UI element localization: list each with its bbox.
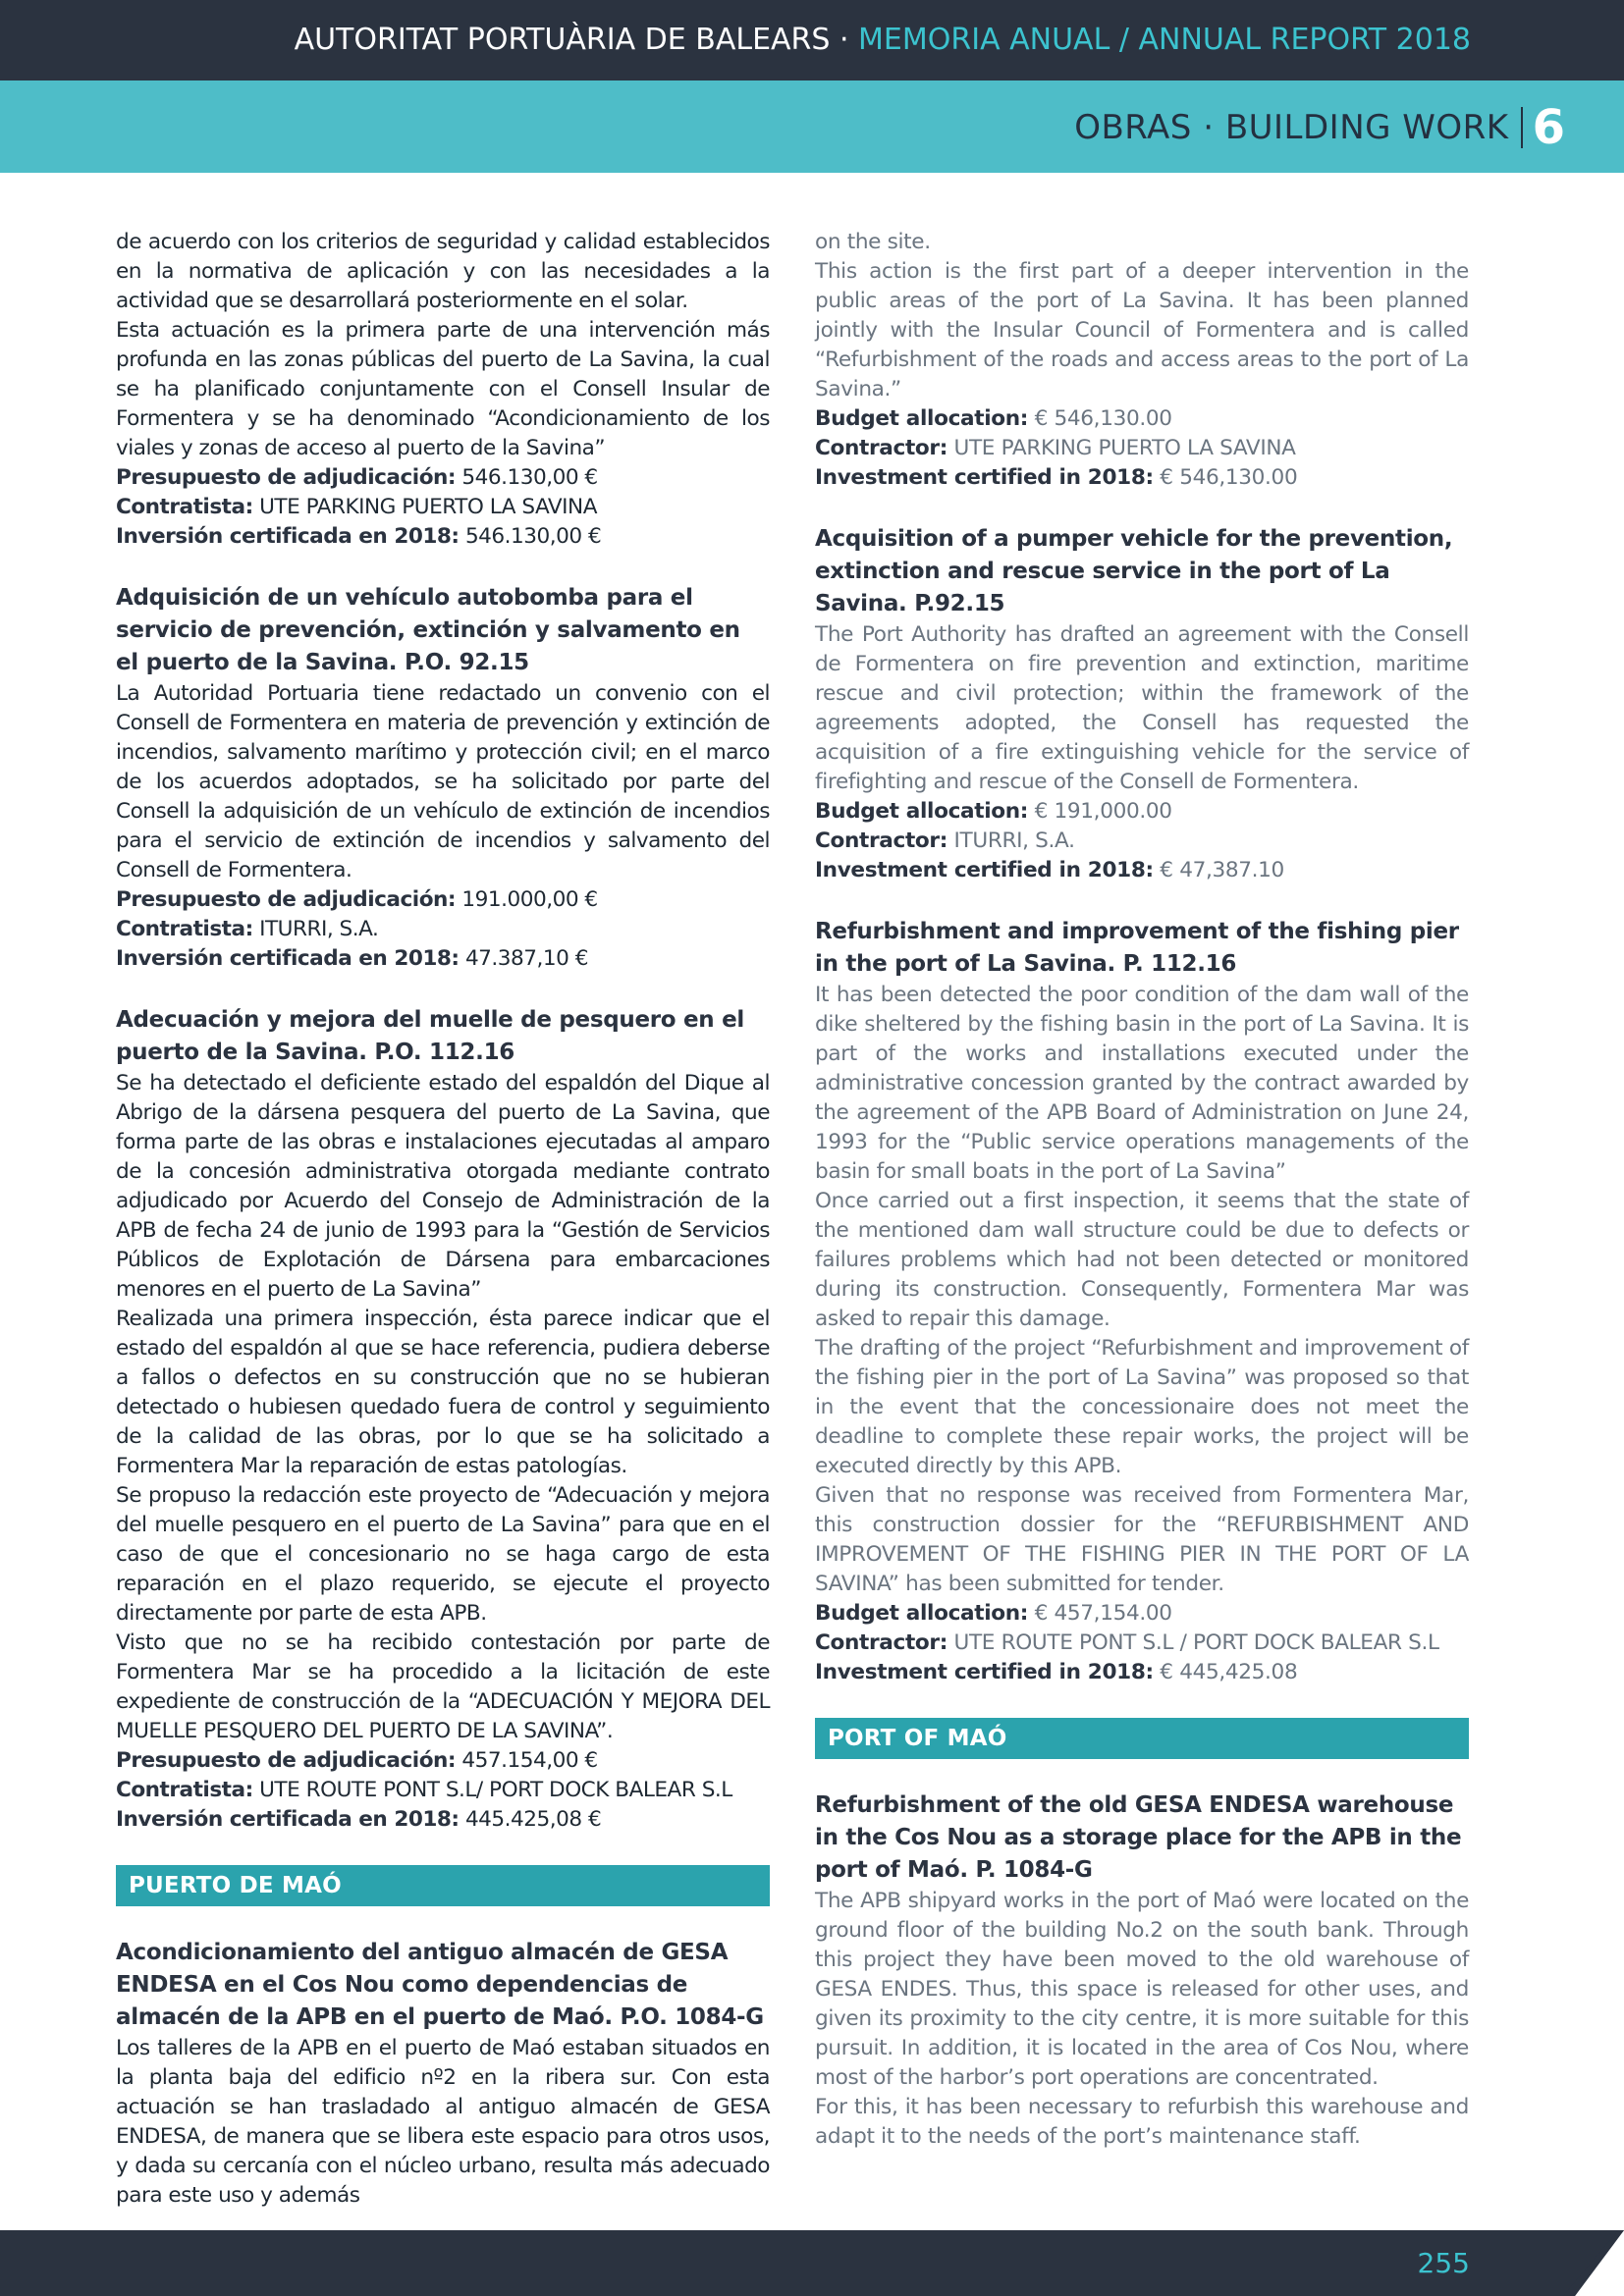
section-heading <box>1074 98 1565 157</box>
section-number: 6 <box>1532 100 1565 155</box>
paragraph: La Autoridad Portuaria tiene redactado un convenio con el Consell de Formentera en materia de prevención y extinción de incendios, salvamento marítimo y protección civil; en el marco de los acuerdos adoptados, se ha solicitado por parte del Consell la adquisición de un vehículo de extinción de incendios para el servicio de extinción de incendios y salvamento del Consell de Formentera. <box>116 681 770 882</box>
budget-line: Presupuesto de adjudicación: 546.130,00 € <box>116 465 598 490</box>
paragraph: Esta actuación es la primera parte de una intervención más profunda en las zonas públicas del puerto de La Savina, la cual se ha planificado conjuntamente con el Consell Insular de Formentera y se ha denominado “Acondicionamiento de los viales y zonas de acceso al puerto de la Savina” <box>116 318 770 460</box>
investment-line: Investment certified in 2018: € 47,387.10 <box>815 858 1284 882</box>
paragraph: Se ha detectado el deficiente estado del espaldón del Dique al Abrigo de la dársena pesquera del puerto de La Savina, que forma parte de las obras e instalaciones ejecutadas al amparo de la concesión administrativa otorgada mediante contrato adjudicado por Acuerdo del Consejo de Administración de la APB de fecha 24 de junio de 1993 para la “Gestión de Servicios Públicos de Explotación de Dársena para embarcaciones menores en el puerto de La Savina” <box>116 1071 770 1302</box>
contractor-line: Contratista: UTE PARKING PUERTO LA SAVINA <box>116 495 597 519</box>
paragraph: de acuerdo con los criterios de seguridad y calidad establecidos en la normativa de aplicación y con las necesidades a la actividad que se desarrollará posteriormente en el solar. <box>116 230 770 313</box>
paragraph: The Port Authority has drafted an agreement with the Consell de Formentera on fire prevention and extinction, maritime rescue and civil protection; within the framework of the agreements adopted, the Consell has requested the acquisition of a fire extinguishing vehicle for the service of firefighting and rescue of the Consell de Formentera. <box>815 622 1469 794</box>
port-band-mao: PORT OF MAÓ <box>815 1718 1469 1759</box>
top-header-bar <box>0 0 1624 80</box>
paragraph: Se propuso la redacción este proyecto de “Adecuación y mejora del muelle pesquero en el puerto de La Savina” para que en el caso de que el concesionario no se haga cargo de esta reparación en el plazo requerido, se ejecute el proyecto directamente por parte de esta APB. <box>116 1483 770 1626</box>
section-header-bar <box>0 80 1624 173</box>
contractor-line: Contractor: UTE ROUTE PONT S.L / PORT DOCK BALEAR S.L <box>815 1630 1439 1655</box>
paragraph: Visto que no se ha recibido contestación por parte de Formentera Mar se ha procedido a la licitación de este expediente de construcción de la “ADECUACIÓN Y MEJORA DEL MUELLE PESQUERO DEL PUERTO DE LA SAVINA”. <box>116 1630 770 1743</box>
paragraph: Los talleres de la APB en el puerto de Maó estaban situados en la planta baja del edificio nº2 en la ribera sur. Con esta actuación se han trasladado al antiguo almacén de GESA ENDESA, de manera que se libera este espacio para otros usos, y dada su cercanía con el núcleo urbano, resulta más adecuado para este uso y además <box>116 2036 770 2208</box>
paragraph: The APB shipyard works in the port of Maó were located on the ground floor of the building No.2 on the south bank. Through this project they have been moved to the old warehouse of GESA ENDES. Thus, this space is released for other uses, and given its proximity to the city centre, it is more suitable for this pursuit. In addition, it is located in the area of Cos Nou, where most of the harbor’s port operations are concentrated. <box>815 1889 1469 2090</box>
paragraph: For this, it has been necessary to refurbish this warehouse and adapt it to the needs of the port’s maintenance staff. <box>815 2095 1469 2149</box>
corner-slash-decoration <box>1516 2230 1624 2296</box>
report-title <box>295 20 1471 61</box>
page-number: 255 <box>1417 2247 1470 2279</box>
footer-bar <box>0 2230 1624 2296</box>
section-heading-pier: Refurbishment and improvement of the fishing pier in the port of La Savina. P. 112.16 <box>815 919 1459 977</box>
section-heading-pier: Adecuación y mejora del muelle de pesquero en el puerto de la Savina. P.O. 112.16 <box>116 1007 744 1065</box>
annual-report-label: ANNUAL REPORT 2018 <box>1138 23 1471 57</box>
contractor-line: Contractor: UTE PARKING PUERTO LA SAVINA <box>815 436 1296 460</box>
paragraph: It has been detected the poor condition of the dam wall of the dike sheltered by the fishing basin in the port of La Savina. It is part of the works and installations executed under the administrative concession granted by the contract awarded by the agreement of the APB Board of Administration on June 24, 1993 for the “Public service operations managements of the basin for small boats in the port of La Savina” <box>815 983 1469 1184</box>
investment-line: Inversión certificada en 2018: 546.130,00 € <box>116 524 602 549</box>
section-divider <box>1521 107 1523 148</box>
section-heading-warehouse: Refurbishment of the old GESA ENDESA warehouse in the Cos Nou as a storage place for the APB in the port of Maó. P. 1084-G <box>815 1792 1462 1883</box>
budget-line: Presupuesto de adjudicación: 457.154,00 € <box>116 1748 598 1773</box>
paragraph: Once carried out a first inspection, it seems that the state of the mentioned dam wall structure could be due to defects or failures problems which had not been detected or monitored during its construction. Consequently, Formentera Mar was asked to repair this damage. <box>815 1189 1469 1331</box>
budget-line: Presupuesto de adjudicación: 191.000,00 € <box>116 887 598 912</box>
paragraph: The drafting of the project “Refurbishment and improvement of the fishing pier in the port of La Savina” was proposed so that in the event that the concessionaire does not meet the deadline to complete these repair works, the project will be executed directly by this APB. <box>815 1336 1469 1478</box>
port-band-mao: PUERTO DE MAÓ <box>116 1865 770 1906</box>
section-heading-warehouse: Acondicionamiento del antiguo almacén de GESA ENDESA en el Cos Nou como dependencias de almacén de la APB en el puerto de Maó. P.O. 1084-G <box>116 1940 764 2030</box>
paragraph: on the site. <box>815 230 931 254</box>
spanish-column <box>116 228 770 2211</box>
contractor-line: Contractor: ITURRI, S.A. <box>815 828 1075 853</box>
org-name: AUTORITAT PORTUÀRIA DE BALEARS <box>294 23 831 57</box>
contractor-line: Contratista: UTE ROUTE PONT S.L/ PORT DOCK BALEAR S.L <box>116 1778 732 1802</box>
investment-line: Investment certified in 2018: € 546,130.00 <box>815 465 1298 490</box>
investment-line: Investment certified in 2018: € 445,425.08 <box>815 1660 1298 1684</box>
section-name: OBRAS · BUILDING WORK <box>1074 108 1509 147</box>
section-heading-vehicle: Acquisition of a pumper vehicle for the prevention, extinction and rescue service in the port of La Savina. P.92.15 <box>815 526 1453 616</box>
paragraph: Given that no response was received from Formentera Mar, this construction dossier for the “REFURBISHMENT AND IMPROVEMENT OF THE FISHING PIER IN THE PORT OF LA SAVINA” has been submitted for tender. <box>815 1483 1469 1596</box>
investment-line: Inversión certificada en 2018: 445.425,08 € <box>116 1807 602 1832</box>
budget-line: Budget allocation: € 546,130.00 <box>815 406 1172 431</box>
english-column <box>815 228 1469 2152</box>
budget-line: Budget allocation: € 191,000.00 <box>815 799 1172 824</box>
memoria-label: MEMORIA ANUAL / <box>858 23 1139 57</box>
paragraph: Realizada una primera inspección, ésta parece indicar que el estado del espaldón al que se hace referencia, pudiera deberse a fallos o defectos en su construcción que no se hubieran detectado o hubiesen quedado fuera de control y seguimiento de la calidad de las obras, por lo que se ha solicitado a Formentera Mar la reparación de estas patologías. <box>116 1307 770 1478</box>
paragraph: This action is the first part of a deeper intervention in the public areas of the port of La Savina. It has been planned jointly with the Insular Council of Formentera and is called “Refurbishment of the roads and access areas to the port of La Savina.” <box>815 259 1469 401</box>
investment-line: Inversión certificada en 2018: 47.387,10 € <box>116 946 588 971</box>
budget-line: Budget allocation: € 457,154.00 <box>815 1601 1172 1626</box>
contractor-line: Contratista: ITURRI, S.A. <box>116 917 379 941</box>
title-separator: · <box>830 23 859 57</box>
section-heading-vehicle: Adquisición de un vehículo autobomba para el servicio de prevención, extinción y salvamento en el puerto de la Savina. P.O. 92.15 <box>116 585 740 675</box>
